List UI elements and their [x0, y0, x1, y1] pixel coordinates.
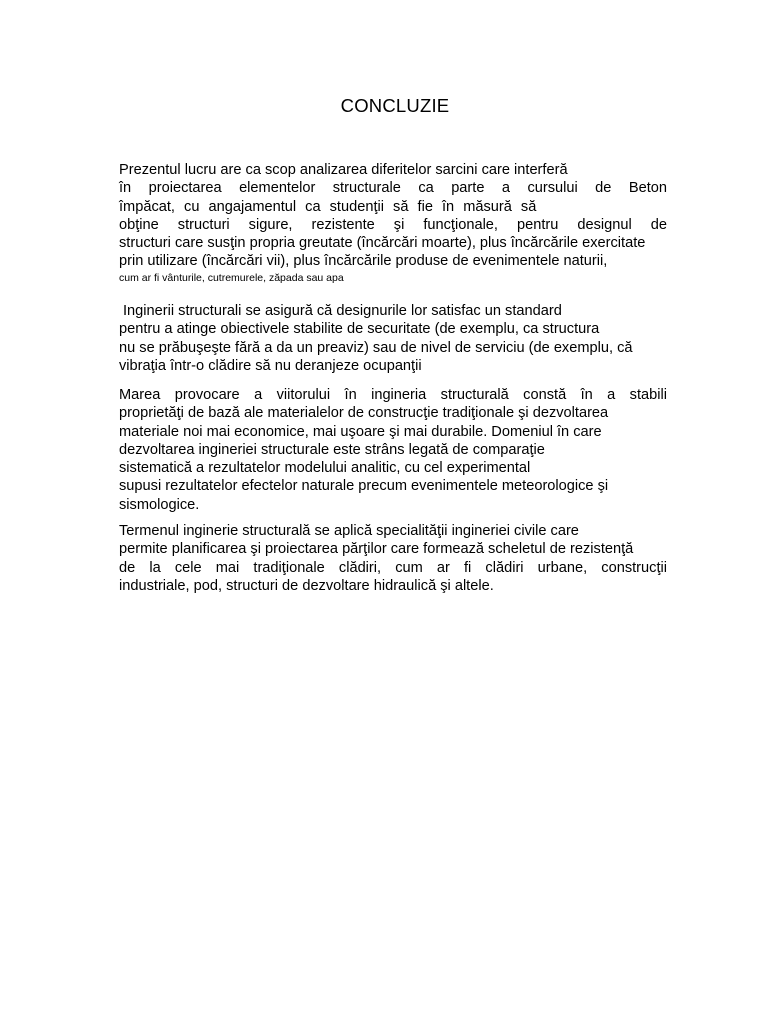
text-line: vibraţia într-o clădire să nu deranjeze ocupanţii [119, 357, 422, 374]
text-line: pentru a atinge obiectivele stabilite de securitate (de exemplu, ca structura [119, 321, 600, 338]
text-line: Marea provocare a viitorului în ingineria structurală constă în a stabili [119, 387, 667, 403]
text-line: proprietăţi de bază ale materialelor de construcţie tradiţionale şi dezvoltarea [119, 405, 609, 422]
text-line: sismologice. [119, 496, 200, 513]
text-line: în proiectarea elementelor structurale ca parte a cursului de Beton [119, 180, 667, 197]
text-line: permite planificarea şi proiectarea părţilor care formează scheletul de rezistenţă [119, 541, 634, 558]
text-line: nu se prăbuşeşte fără a da un preaviz) sau de nivel de serviciu (de exemplu, că [119, 339, 633, 356]
text-line: materiale noi mai economice, mai uşoare şi mai durabile. Domeniul în care [119, 423, 602, 440]
text-line: sistematică a rezultatelor modelului analitic, cu cel experimental [119, 460, 531, 477]
text-line: Prezentul lucru are ca scop analizarea diferitelor sarcini care interferă [119, 162, 568, 178]
text-line: împăcat, cu angajamentul ca studenţii să fie în măsură să [119, 198, 537, 215]
paragraph-3 [119, 386, 667, 514]
paragraph-2 [119, 302, 667, 375]
text-line: dezvoltarea ingineriei structurale este strâns legată de comparaţie [119, 441, 545, 458]
paragraph-4 [119, 522, 667, 595]
text-line: cum ar fi vânturile, cutremurele, zăpada sau apa [119, 271, 344, 284]
text-line: structuri care susţin propria greutate (încărcări moarte), plus încărcările exercitate [119, 235, 646, 252]
text-line: obţine structuri sigure, rezistente şi funcţionale, pentru designul de [119, 216, 667, 233]
text-line: industriale, pod, structuri de dezvoltare hidraulică şi altele. [119, 577, 494, 594]
paragraph-1 [119, 161, 667, 285]
text-line: Termenul inginerie structurală se aplică specialităţii ingineriei civile care [119, 523, 579, 539]
text-line: Inginerii structurali se asigură că designurile lor satisfac un standard [123, 303, 562, 319]
text-line: supusi rezultatelor efectelor naturale precum evenimentele meteorologice şi [119, 478, 609, 495]
text-line: prin utilizare (încărcări vii), plus încărcările produse de evenimentele naturii, [119, 253, 608, 270]
page-title: CONCLUZIE [340, 95, 450, 116]
text-line: de la cele mai tradiţionale clădiri, cum ar fi clădiri urbane, construcţii [119, 559, 667, 576]
